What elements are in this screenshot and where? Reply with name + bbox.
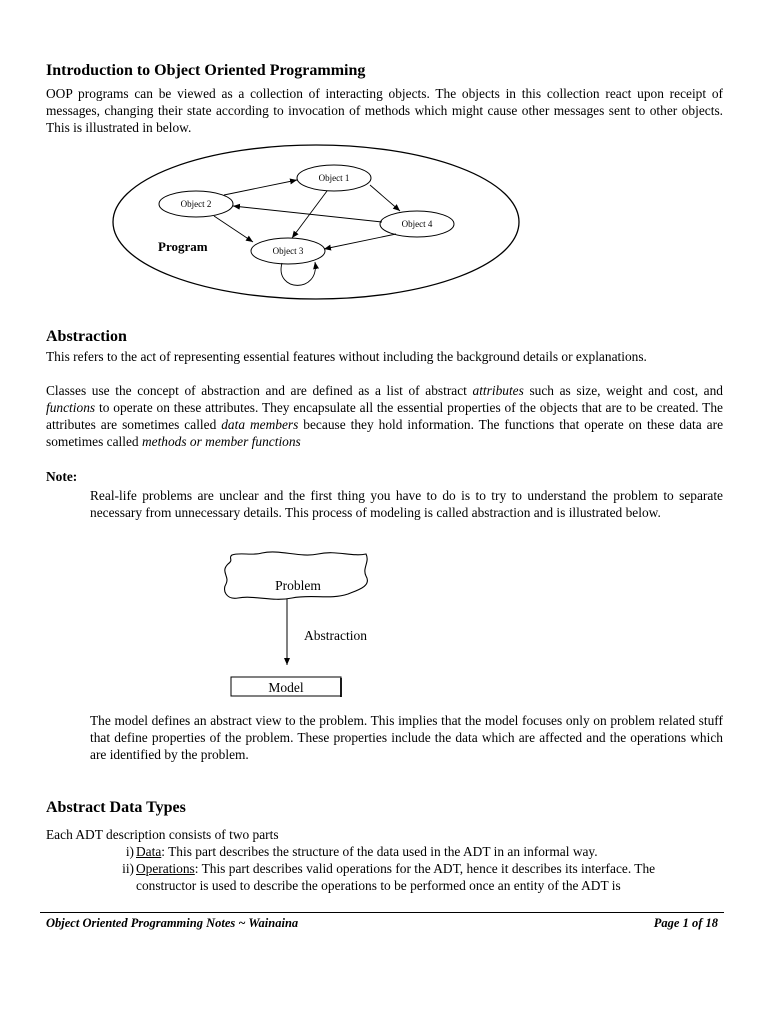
arrow-obj3-self xyxy=(281,262,315,285)
adt-item-continuation: constructor is used to describe the operations to be performed once an entity of the ADT is xyxy=(136,878,621,893)
model-paragraph: The model defines an abstract view to the problem. This implies that the model focuses only on problem related stuff that define properties of the problem. These properties include the data which are affected and the operations which are identified by the problem. xyxy=(90,713,723,762)
object-3-label: Object 3 xyxy=(272,246,304,256)
adt-item-text: : This part describes the structure of the data used in the ADT in an informal way. xyxy=(161,844,598,859)
abstraction-diagram xyxy=(0,540,768,705)
arrow-obj1-to-obj3 xyxy=(292,191,327,238)
adt-item-text: : This part describes valid operations for the ADT, hence it describes its interface. The xyxy=(194,861,656,876)
arrow-obj2-to-obj3 xyxy=(214,216,253,242)
footer-rule xyxy=(40,912,724,913)
intro-heading: Introduction to Object Oriented Programming xyxy=(46,62,366,79)
adt-intro: Each ADT description consists of two parts xyxy=(46,827,279,842)
objects-diagram xyxy=(0,0,768,320)
model-label: Model xyxy=(268,680,304,695)
arrow-obj2-to-obj1 xyxy=(224,180,297,195)
abstraction-paragraph-1: This refers to the act of representing essential features without including the background details or explanations. xyxy=(46,349,647,364)
abstraction-heading: Abstraction xyxy=(46,328,127,345)
adt-item-number: ii) xyxy=(122,861,134,876)
adt-heading: Abstract Data Types xyxy=(46,799,186,816)
arrow-obj1-to-obj4 xyxy=(370,185,400,211)
arrow-obj4-to-obj3 xyxy=(324,234,396,249)
note-paragraph: Real-life problems are unclear and the first thing you have to do is to try to understand the problem to separate necessary from unnecessary details. This process of modeling is called abstraction and is illustrated below. xyxy=(90,488,723,520)
arrow-obj4-to-obj2 xyxy=(233,206,382,222)
problem-label: Problem xyxy=(275,578,321,593)
note-label: Note: xyxy=(46,469,78,484)
object-2-label: Object 2 xyxy=(180,199,212,209)
page-number: Page 1 of 18 xyxy=(653,916,718,930)
object-4-label: Object 4 xyxy=(401,219,433,229)
adt-item-term: Data xyxy=(136,844,162,859)
abstraction-arrow-label: Abstraction xyxy=(304,628,367,643)
footer-title: Object Oriented Programming Notes ~ Wainaina xyxy=(46,916,299,930)
intro-paragraph: OOP programs can be viewed as a collection of interacting objects. The objects in this collection react upon receipt of messages, changing their state according to invocation of methods which might cause other messages sent to other objects. This is illustrated in below. xyxy=(46,86,723,135)
abstraction-paragraph-2: Classes use the concept of abstraction and are defined as a list of abstract attributes such as size, weight and cost, and functions to operate on these attributes. They encapsulate all the essential properties of the objects that are to be created. The attributes are sometimes called data members because they hold information. The functions that operate on these data are sometimes called methods or member functions xyxy=(46,383,724,449)
object-1-label: Object 1 xyxy=(318,173,350,183)
adt-section xyxy=(46,826,726,894)
program-label: Program xyxy=(158,239,208,254)
adt-item-operations xyxy=(46,860,726,877)
adt-item-term: Operations xyxy=(136,861,195,876)
adt-item-data xyxy=(46,843,726,860)
adt-item-number: i) xyxy=(125,844,134,859)
